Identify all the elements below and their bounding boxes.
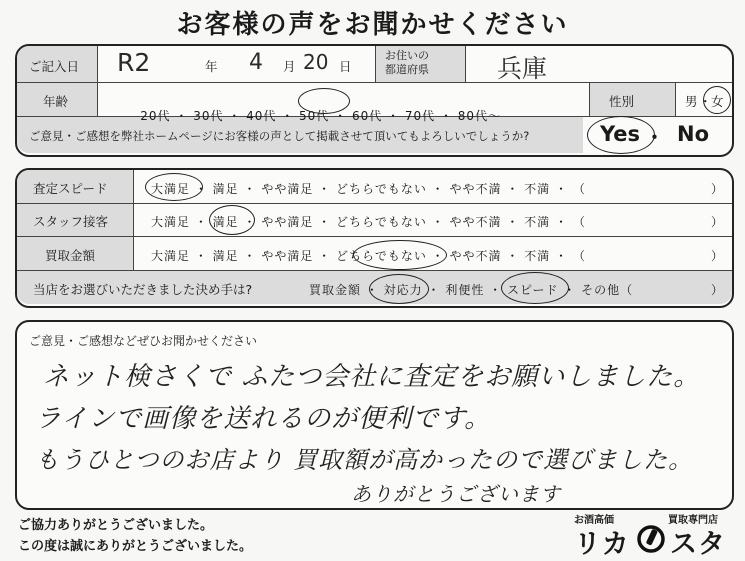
- rating-label-staff: スタッフ接客: [33, 214, 109, 229]
- month-unit: 月: [283, 59, 296, 74]
- gender-label: 性別: [609, 94, 635, 109]
- selection-circle: [703, 86, 731, 114]
- rating-option[interactable]: 満足: [212, 215, 239, 229]
- other-close: ）: [711, 215, 725, 229]
- selection-circle: [145, 173, 203, 201]
- other-open: （: [572, 182, 586, 196]
- rating-option[interactable]: 満足: [212, 182, 239, 196]
- gender-option-female[interactable]: 女: [711, 94, 724, 109]
- other-open: （: [572, 249, 586, 263]
- logo-text-left: リカ: [574, 529, 630, 560]
- gender-option-male[interactable]: 男: [685, 94, 698, 109]
- rating-label-speed: 査定スピード: [33, 181, 108, 196]
- rating-option[interactable]: 不満: [524, 182, 551, 196]
- decide-label: 当店をお選びいただきました決め手は?: [33, 282, 253, 297]
- rating-options-staff: 大満足 ・ 満足 ・ やや満足 ・ どちらでもない ・ やや不満 ・ 不満 ・ （: [151, 215, 586, 229]
- consent-separator: ・: [645, 127, 665, 149]
- selection-circle: [298, 88, 350, 114]
- divider: [17, 270, 732, 271]
- other-open: （: [572, 215, 586, 229]
- age-options: 20代 ・ 30代 ・ 40代 ・ 50代 ・ 60代 ・ 70代 ・ 80代〜: [140, 109, 502, 123]
- divider: [97, 46, 98, 116]
- date-label: ご記入日: [29, 59, 80, 74]
- rating-option[interactable]: やや不満: [449, 182, 502, 196]
- selection-circle: [353, 240, 447, 270]
- decide-option[interactable]: 買取金額: [309, 283, 362, 297]
- other-close: ）: [711, 182, 725, 196]
- divider: [589, 83, 590, 116]
- age-option[interactable]: 70代: [404, 109, 436, 123]
- comments-label: ご意見・ご感想などぜひお聞かせください: [29, 334, 258, 348]
- rating-option[interactable]: 大満足: [151, 182, 191, 196]
- rating-option[interactable]: 不満: [524, 215, 551, 229]
- day-unit: 日: [339, 59, 352, 74]
- comment-line: ありがとうございます: [351, 482, 561, 506]
- rating-option[interactable]: やや不満: [449, 215, 502, 229]
- comment-line: もうひとつのお店より 買取額が高かったので選びました。: [35, 446, 694, 474]
- ratings-box: [15, 168, 734, 308]
- decide-options: 買取金額 ・ 対応力 ・ 利便性 ・ スピード ・ その他（: [309, 283, 634, 297]
- date-era: R2: [117, 48, 151, 77]
- rating-options-price: 大満足 ・ 満足 ・ やや満足 ・ どちらでもない ・ やや不満 ・ 不満 ・ （: [151, 249, 586, 263]
- bottle-circle-icon: [636, 524, 666, 554]
- comment-line: ネット検さくで ふたつ会社に査定をお願いしました。: [43, 362, 701, 392]
- prefecture-label: お住いの 都道府県: [385, 49, 429, 76]
- consent-no[interactable]: No: [677, 122, 710, 146]
- age-option[interactable]: 40代: [246, 109, 277, 123]
- page-title: お客様の声をお聞かせください: [176, 10, 569, 40]
- logo-tagline-right: 買取専門店: [668, 515, 718, 526]
- divider: [675, 83, 676, 116]
- selection-circle: [369, 274, 429, 304]
- brand-logo: [574, 522, 734, 560]
- rating-option[interactable]: 大満足: [151, 215, 191, 229]
- age-option[interactable]: 60代: [351, 109, 383, 123]
- divider: [375, 46, 376, 82]
- consent-question: ご意見・ご感想を弊社ホームページにお客様の声として掲載させて頂いてもよろしいでしょうか?: [29, 129, 530, 143]
- selection-circle: [501, 272, 569, 304]
- rating-option[interactable]: やや満足: [261, 215, 314, 229]
- year-unit: 年: [205, 59, 218, 74]
- divider: [17, 236, 732, 237]
- rating-option[interactable]: やや満足: [261, 182, 314, 196]
- decide-option[interactable]: その他（: [581, 283, 634, 297]
- rating-option[interactable]: 大満足: [151, 249, 191, 263]
- date-day: 20: [303, 50, 329, 74]
- rating-option[interactable]: やや満足: [261, 249, 314, 263]
- age-option[interactable]: 20代: [140, 109, 171, 123]
- selection-circle: [209, 205, 255, 235]
- divider: [133, 170, 134, 270]
- decide-option[interactable]: 対応力: [383, 283, 423, 297]
- rating-options-speed: 大満足 ・ 満足 ・ やや満足 ・ どちらでもない ・ やや不満 ・ 不満 ・ （: [151, 182, 586, 196]
- rating-option[interactable]: 満足: [212, 249, 239, 263]
- decide-option[interactable]: スピード: [506, 283, 559, 297]
- logo-tagline-left: お酒高価: [574, 515, 614, 526]
- logo-text-right: スタ: [670, 529, 726, 560]
- date-month: 4: [249, 50, 263, 75]
- rating-option[interactable]: どちらでもない: [335, 182, 427, 196]
- rating-label-price: 買取金額: [45, 248, 96, 263]
- decide-option[interactable]: 利便性: [445, 283, 485, 297]
- consent-yes[interactable]: Yes: [600, 122, 641, 146]
- age-option[interactable]: 50代: [299, 109, 330, 123]
- footer-thanks-2: この度は誠にありがとうございました。: [18, 539, 253, 554]
- age-label: 年齢: [43, 94, 69, 109]
- comments-box: [15, 320, 734, 510]
- rating-option[interactable]: どちらでもない: [335, 215, 427, 229]
- customer-info-box: ご記入日 R2 年 4 月 20 日 お住いの 都道府県 兵庫 年齢 20代 ・ 30代 ・ 40代 ・ 50代 ・ 60代 ・ 70代 ・ 80代〜 性別 男 ・ 女 ご意見・ご感想を弊社ホームページにお客様の声として掲載させて頂いてもよろしいでしょうか? Yes ・ No: [15, 44, 734, 157]
- rating-option[interactable]: やや不満: [449, 249, 502, 263]
- age-option[interactable]: 30代: [193, 109, 224, 123]
- decide-close: ）: [711, 283, 725, 297]
- divider: [465, 46, 466, 82]
- footer-thanks-1: ご協力ありがとうございました。: [18, 518, 214, 533]
- rating-option[interactable]: どちらでもない: [335, 249, 427, 263]
- selection-circle: [587, 116, 655, 154]
- comment-line: ラインで画像を送れるのが便利です。: [35, 404, 492, 434]
- prefecture-value: 兵庫: [497, 54, 548, 83]
- divider: [17, 203, 732, 204]
- age-option[interactable]: 80代〜: [457, 109, 502, 123]
- other-close: ）: [711, 249, 725, 263]
- rating-option[interactable]: 不満: [524, 249, 551, 263]
